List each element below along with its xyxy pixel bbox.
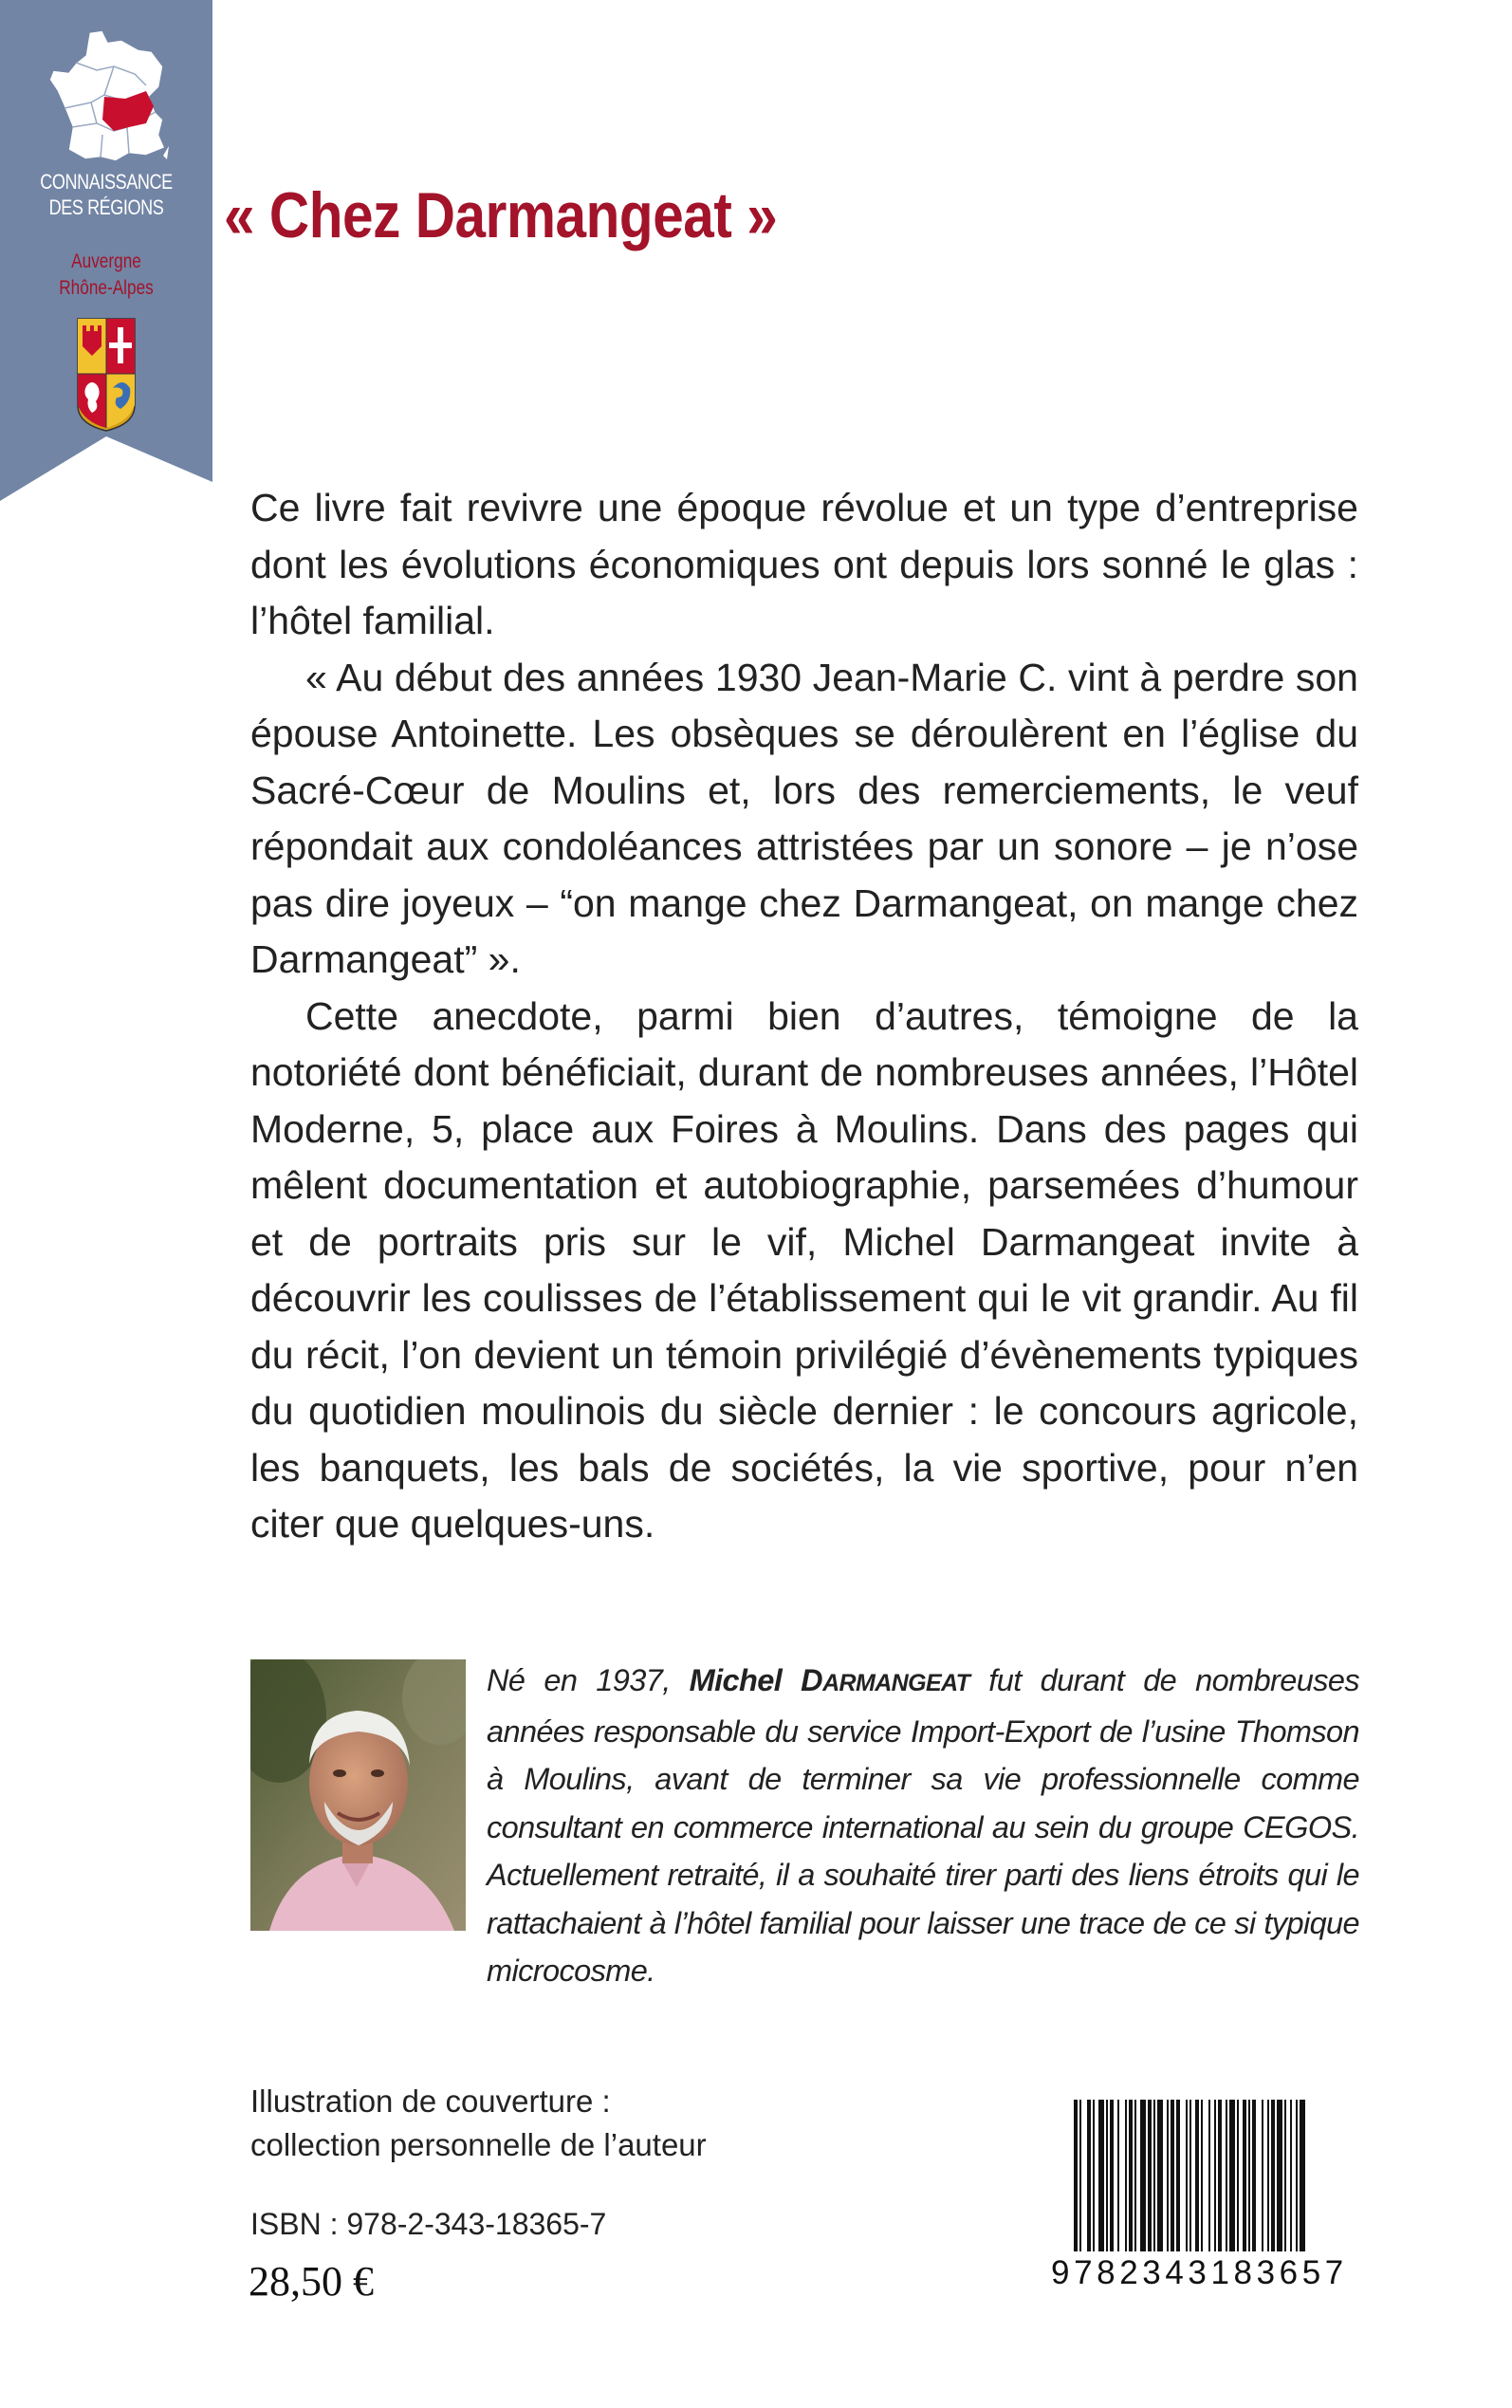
barcode-bar: [1277, 2100, 1282, 2251]
barcode-bar: [1226, 2100, 1227, 2251]
region-name-line1: Auvergne: [71, 250, 141, 272]
barcode-bar: [1189, 2100, 1191, 2251]
barcode-bar: [1087, 2100, 1091, 2251]
author-name: [690, 1663, 970, 1697]
barcode-number: 9782343183657: [1051, 2254, 1348, 2291]
barcode-bar: [1098, 2100, 1104, 2251]
barcode-bar: [1079, 2100, 1081, 2251]
author-bio-text: fut durant de nombreuses années responsable du service Import-Export de l’usine Thomson à Moulins, avant de terminer sa vie professionnelle comme consultant en commerce international au sein du groupe CEGOS. Actuellement retraité, il a souhaité tirer parti des liens étroits qui le rattachaient à l’hôtel familial pour laisser une trace de ce si typique microcosme.: [487, 1663, 1359, 1988]
barcode-icon: [1074, 2100, 1360, 2279]
barcode-bar: [1237, 2100, 1239, 2251]
coat-of-arms-icon: [77, 318, 136, 432]
blurb: [250, 480, 1358, 1553]
barcode-bar: [1214, 2100, 1216, 2251]
barcode-bar: [1134, 2100, 1136, 2251]
barcode-bar: [1074, 2100, 1078, 2251]
blurb-paragraph-3: Cette anecdote, parmi bien d’autres, témoigne de la notoriété dont bénéficiait, durant de nombreuses années, l’Hôtel Moderne, 5, place aux Foires à Moulins. Dans des pages qui mêlent documentation et autobiographie, parsemées d’humour et de portraits pris sur le vif, Michel Darmangeat invite à découvrir les coulisses de l’établissement qui le vit grandir. Au fil du récit, l’on devient un témoin privilégié d’évènements typiques du quotidien moulinois du siècle dernier : le concours agricole, les banquets, les bals de sociétés, la vie sportive, pour n’en citer que quelques-uns.: [250, 993, 1358, 1546]
barcode-bar: [1218, 2100, 1222, 2251]
barcode-bar: [1167, 2100, 1169, 2251]
barcode-bar: [1110, 2100, 1114, 2251]
barcode-bar: [1271, 2100, 1275, 2251]
france-map-icon: [47, 28, 171, 171]
barcode-bar: [1229, 2100, 1235, 2251]
barcode-bar: [1148, 2100, 1152, 2251]
author-name-rest: ARMANGEAT: [822, 1670, 970, 1696]
barcode-bar: [1290, 2100, 1292, 2251]
barcode-bar: [1201, 2100, 1203, 2251]
barcode-bar: [1243, 2100, 1246, 2251]
cover-credit-line1: Illustration de couverture :: [250, 2084, 611, 2119]
author-photo: [250, 1659, 466, 1931]
barcode-bar: [1125, 2100, 1127, 2251]
isbn: ISBN : 978-2-343-18365-7: [250, 2207, 607, 2241]
barcode-bar: [1267, 2100, 1269, 2251]
barcode-bar: [1117, 2100, 1119, 2251]
author-name-first: Michel D: [689, 1663, 823, 1697]
series-banner: [0, 0, 212, 501]
blurb-paragraph-2: « Au début des années 1930 Jean-Marie C. vint à perdre son épouse Antoinette. Les obsèques se déroulèrent en l’église du Sacré-Cœur de Moulins et, lors des remerciements, le veuf répondait aux condoléances attristées par un sonore – je n’ose pas dire joyeux – “on mange chez Darmangeat, on mange chez Darmangeat” ».: [250, 655, 1358, 981]
series-name: [19, 169, 194, 220]
barcode-bar: [1153, 2100, 1155, 2251]
barcode-bar: [1129, 2100, 1133, 2251]
author-bio-intro: Né en 1937,: [487, 1663, 690, 1697]
barcode-bar: [1093, 2100, 1095, 2251]
region-name-line2: Rhône-Alpes: [59, 277, 154, 299]
barcode-bar: [1176, 2100, 1180, 2251]
barcode-bar: [1252, 2100, 1256, 2251]
book-title: « Chez Darmangeat »: [224, 179, 778, 251]
region-name: [19, 249, 194, 302]
barcode-bar: [1284, 2100, 1286, 2251]
series-name-line1: CONNAISSANCE: [40, 170, 173, 194]
barcode-bar: [1248, 2100, 1250, 2251]
barcode-bar: [1171, 2100, 1174, 2251]
barcode-bar: [1195, 2100, 1199, 2251]
barcode-bar: [1300, 2100, 1305, 2251]
barcode-bar: [1262, 2100, 1263, 2251]
barcode-bar: [1140, 2100, 1146, 2251]
cover-credit: [250, 2080, 707, 2167]
barcode-bar: [1208, 2100, 1210, 2251]
barcode-bar: [1296, 2100, 1298, 2251]
series-name-line2: DES RÉGIONS: [48, 195, 164, 219]
blurb-paragraph-1: Ce livre fait revivre une époque révolue et un type d’entreprise dont les évolutions économiques ont depuis lors sonné le glas : l’hôtel familial.: [250, 486, 1358, 642]
barcode-bar: [1106, 2100, 1108, 2251]
barcode-bar: [1157, 2100, 1163, 2251]
barcode-bar: [1186, 2100, 1188, 2251]
author-bio: [487, 1657, 1359, 1995]
cover-credit-line2: collection personnelle de l’auteur: [250, 2127, 707, 2162]
price: 28,50 €: [249, 2258, 374, 2305]
